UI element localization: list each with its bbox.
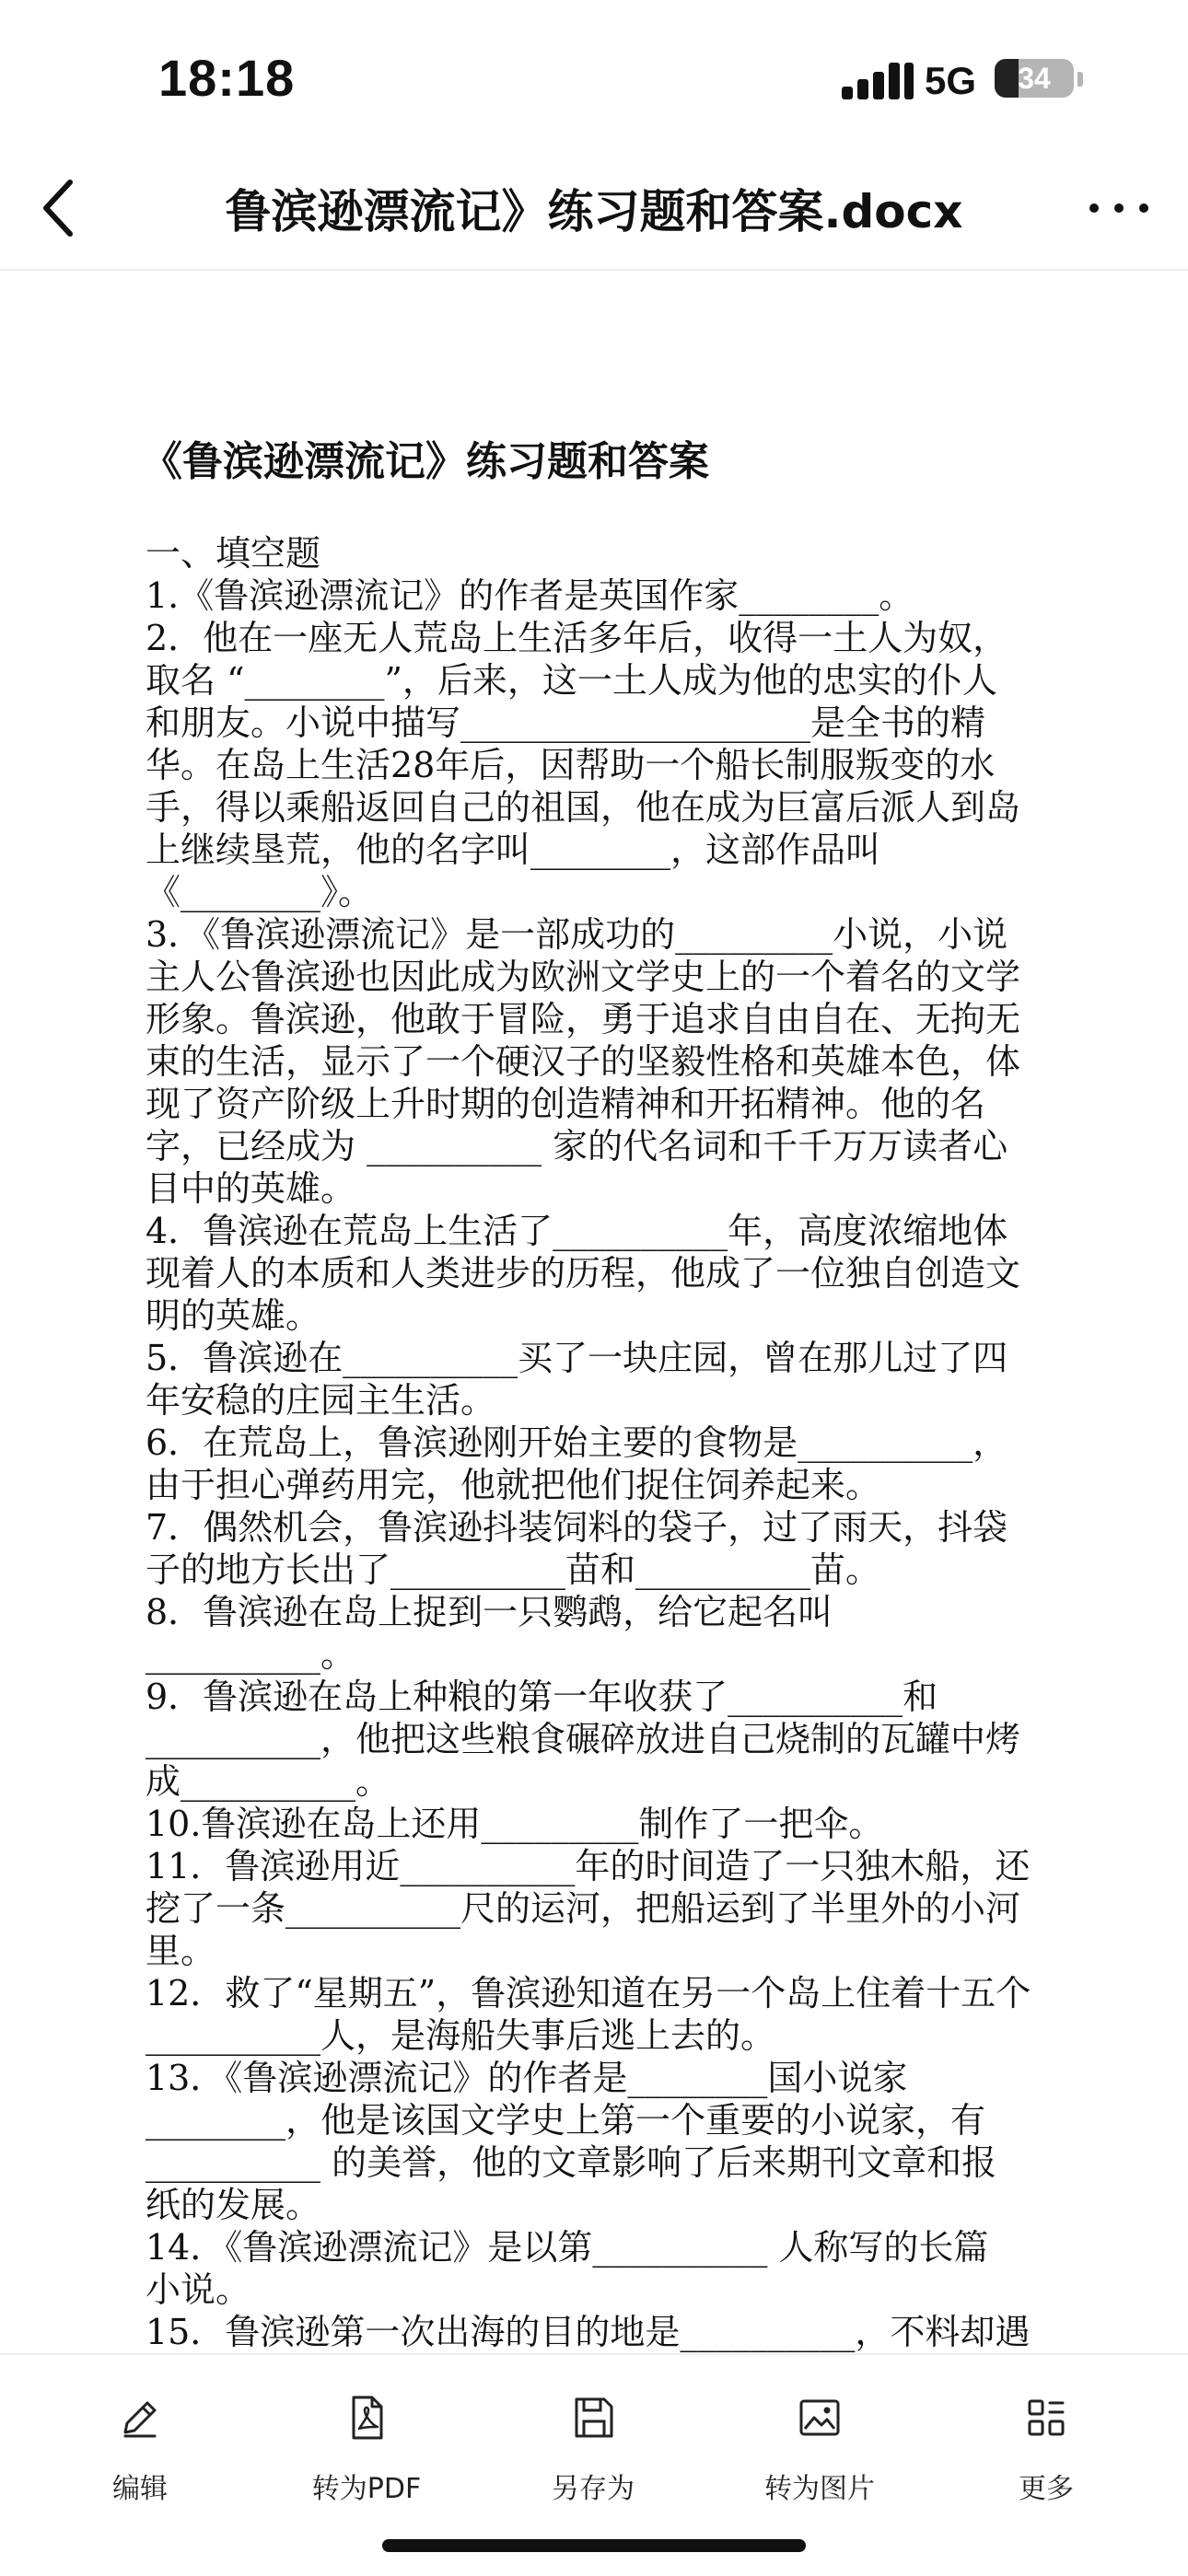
document-file-name: 鲁滨逊漂流记》练习题和答案.docx bbox=[225, 185, 963, 238]
document-body bbox=[146, 574, 1048, 2396]
text-line: 华。在岛上生活28年后，因帮助一个船长制服叛变的水 bbox=[146, 745, 996, 785]
text-line: 15．鲁滨逊第一次出海的目的地是__________，不料却遇 bbox=[146, 2312, 1031, 2352]
save-as-label: 另存为 bbox=[552, 2473, 635, 2505]
text-line: 束的生活，显示了一个硬汉子的坚毅性格和英雄本色，体 bbox=[146, 1041, 1021, 1082]
text-line: 9．鲁滨逊在岛上种粮的第一年收获了__________和 bbox=[146, 1677, 938, 1717]
nav-bar bbox=[0, 147, 1188, 271]
text-line: 6．在荒岛上，鲁滨逊刚开始主要的食物是__________， bbox=[146, 1422, 1008, 1463]
text-line: ________，他是该国文学史上第一个重要的小说家，有 bbox=[146, 2100, 986, 2141]
text-line: 10.鲁滨逊在岛上还用_________制作了一把伞。 bbox=[146, 1804, 884, 1844]
text-line: __________人，是海船失事后逃上去的。 bbox=[146, 2015, 776, 2056]
text-line: __________。 bbox=[146, 1634, 356, 1675]
pdf-file-icon bbox=[341, 2392, 392, 2443]
text-line: 和朋友。小说中描写____________________是全书的精 bbox=[146, 702, 986, 743]
more-options-button[interactable] bbox=[1077, 175, 1160, 239]
text-line: 目中的英雄。 bbox=[146, 1168, 356, 1209]
text-line: 字，已经成为 __________ 家的代名词和千千万万读者心 bbox=[146, 1126, 1008, 1166]
text-line: __________ 的美誉，他的文章影响了后来期刊文章和报 bbox=[146, 2142, 997, 2183]
text-line: 上继续垦荒，他的名字叫________，这部作品叫 bbox=[146, 830, 881, 870]
text-line: 12．救了“星期五”，鲁滨逊知道在另一个岛上住着十五个 bbox=[146, 1973, 1031, 2013]
text-line: 1.《鲁滨逊漂流记》的作者是英国作家________。 bbox=[146, 575, 914, 616]
text-line: 年安稳的庄园主生活。 bbox=[146, 1380, 496, 1421]
battery-level: 34 bbox=[1018, 62, 1051, 95]
floppy-disk-icon bbox=[567, 2392, 619, 2443]
text-line: 由于担心弹药用完，他就把他们捉住饲养起来。 bbox=[146, 1465, 881, 1505]
text-line: 手，得以乘船返回自己的祖国，他在成为巨富后派人到岛 bbox=[146, 787, 1021, 828]
text-line: 纸的发展。 bbox=[146, 2185, 321, 2225]
text-line: 8．鲁滨逊在岛上捉到一只鹦鹉，给它起名叫 bbox=[146, 1592, 833, 1632]
text-line: 13．《鲁滨逊漂流记》的作者是________国小说家 bbox=[146, 2058, 908, 2098]
text-line: 14．《鲁滨逊漂流记》是以第__________ 人称写的长篇 bbox=[146, 2227, 989, 2268]
battery-icon bbox=[995, 59, 1074, 98]
more-label: 更多 bbox=[1019, 2473, 1074, 2505]
text-line: 成__________。 bbox=[146, 1761, 391, 1802]
text-line: __________，他把这些粮食碾碎放进自己烧制的瓦罐中烤 bbox=[146, 1719, 1021, 1759]
network-type: 5G bbox=[925, 59, 977, 102]
text-line: 2．他在一座无人荒岛上生活多年后，收得一土人为奴， bbox=[146, 618, 1008, 658]
grid-icon bbox=[1020, 2392, 1072, 2443]
text-line: 5．鲁滨逊在__________买了一块庄园，曾在那儿过了四 bbox=[146, 1338, 1008, 1378]
text-line: 11．鲁滨逊用近__________年的时间造了一只独木船，还 bbox=[146, 1846, 1031, 1886]
status-bar bbox=[0, 0, 1188, 147]
ellipsis-icon bbox=[1077, 175, 1160, 239]
cellular-signal-icon bbox=[842, 63, 917, 99]
home-indicator[interactable] bbox=[382, 2539, 806, 2552]
section-heading: 一、填空题 bbox=[146, 533, 321, 574]
document-title: 《鲁滨逊漂流记》练习题和答案 bbox=[142, 438, 709, 485]
text-line: 7．偶然机会，鲁滨逊抖装饲料的袋子，过了雨天，抖袋 bbox=[146, 1507, 1008, 1548]
more-tools-button[interactable] bbox=[973, 2392, 1120, 2506]
text-line: 小说。 bbox=[146, 2269, 251, 2310]
image-icon bbox=[794, 2392, 845, 2443]
text-line: 主人公鲁滨逊也因此成为欧洲文学史上的一个着名的文学 bbox=[146, 957, 1021, 997]
text-line: 取名 “________”，后来，这一土人成为他的忠实的仆人 bbox=[146, 660, 997, 701]
convert-to-image-button[interactable] bbox=[746, 2392, 893, 2506]
text-line: 4．鲁滨逊在荒岛上生活了__________年，高度浓缩地体 bbox=[146, 1211, 1008, 1251]
text-line: 明的英雄。 bbox=[146, 1295, 321, 1336]
edit-label: 编辑 bbox=[112, 2473, 168, 2505]
text-line: 现着人的本质和人类进步的历程，他成了一位独自创造文 bbox=[146, 1253, 1021, 1294]
text-line: 挖了一条__________尺的运河，把船运到了半里外的小河 bbox=[146, 1888, 1021, 1929]
chevron-left-icon bbox=[28, 169, 101, 247]
pencil-icon bbox=[114, 2392, 166, 2443]
status-time: 18:18 bbox=[158, 49, 296, 107]
text-line: 形象。鲁滨逊，他敢于冒险，勇于追求自由自在、无拘无 bbox=[146, 999, 1021, 1039]
text-line: 《________》。 bbox=[146, 872, 374, 912]
battery-cap bbox=[1077, 72, 1083, 87]
back-button[interactable] bbox=[28, 169, 101, 247]
to-image-label: 转为图片 bbox=[764, 2473, 875, 2505]
convert-to-pdf-button[interactable] bbox=[293, 2392, 440, 2506]
text-line: 里。 bbox=[146, 1931, 216, 1971]
document-content[interactable] bbox=[142, 433, 1048, 2357]
text-line: 现了资产阶级上升时期的创造精神和开拓精神。他的名 bbox=[146, 1084, 986, 1124]
to-pdf-label: 转为PDF bbox=[311, 2473, 422, 2505]
text-line: 3．《鲁滨逊漂流记》是一部成功的_________小说，小说 bbox=[146, 914, 1008, 955]
text-line: 子的地方长出了__________苗和__________苗。 bbox=[146, 1549, 881, 1590]
edit-button[interactable] bbox=[66, 2392, 214, 2506]
save-as-button[interactable] bbox=[519, 2392, 667, 2506]
